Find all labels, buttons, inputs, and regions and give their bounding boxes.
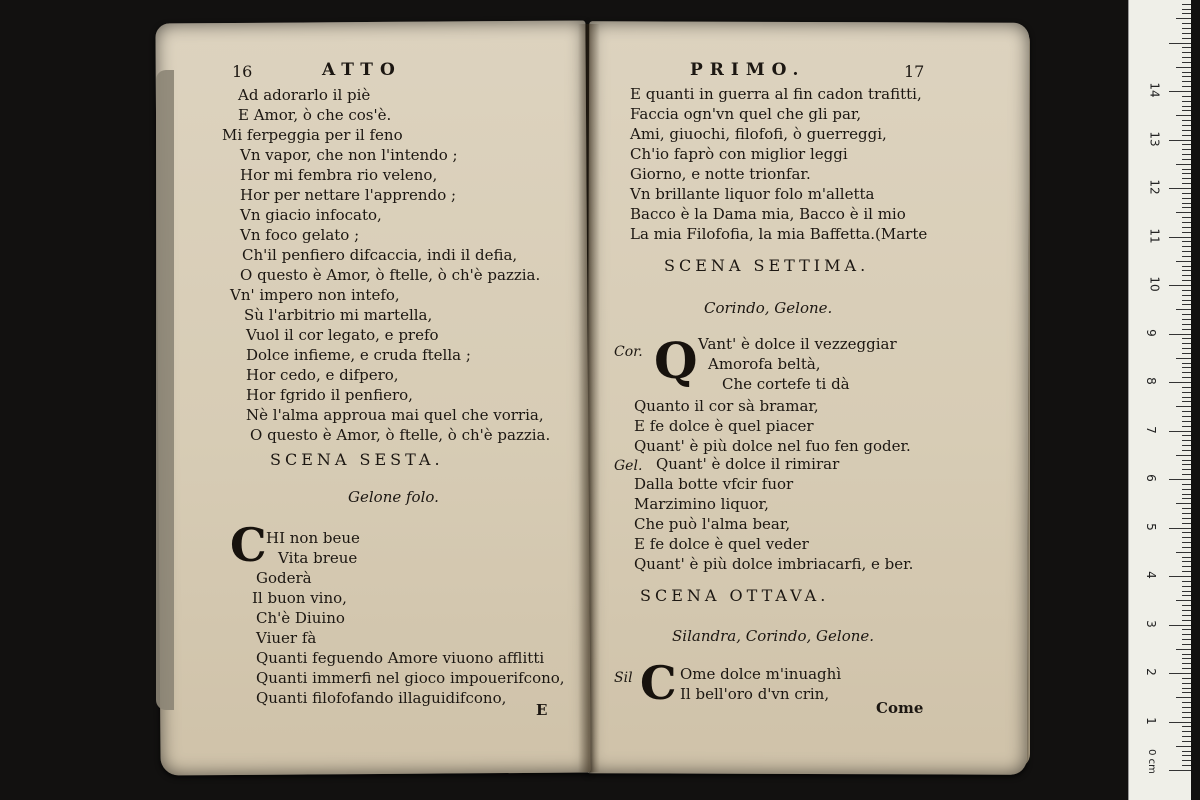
ruler-tick [1182, 377, 1191, 378]
ruler-tick [1182, 692, 1191, 693]
ruler-tick [1182, 513, 1191, 514]
ruler-tick [1182, 304, 1191, 305]
ruler-tick [1182, 38, 1191, 39]
ruler-tick [1182, 620, 1191, 621]
left-line: Vn' impero non intefo, [230, 286, 400, 304]
ruler-number: 6 [1143, 474, 1158, 482]
ruler-tick [1182, 518, 1191, 519]
left-line: Ch'il penfiero difcaccia, indi il defia, [242, 246, 518, 264]
ruler-tick [1182, 149, 1191, 150]
ruler-tick [1169, 140, 1191, 141]
ruler-tick [1182, 135, 1191, 136]
right-catchword: Come [876, 699, 924, 717]
ruler-tick [1182, 683, 1191, 684]
ruler-tick [1182, 760, 1191, 761]
ruler-tick [1182, 86, 1191, 87]
gel-line: Dalla botte vfcir fuor [634, 475, 794, 493]
ruler-tick [1182, 731, 1191, 732]
ruler-tick [1182, 416, 1191, 417]
ruler-tick [1176, 212, 1191, 213]
ruler-tick [1182, 227, 1191, 228]
cor-line: Vant' è dolce il vezzeggiar [698, 335, 897, 353]
ruler-tick [1182, 256, 1191, 257]
ruler-tick [1182, 193, 1191, 194]
ruler-tick [1182, 76, 1191, 77]
ruler-tick [1182, 581, 1191, 582]
cor-line: Quant' è più dolce nel fuo fen goder. [634, 437, 911, 455]
ruler-tick [1182, 571, 1191, 572]
verse-line: Goderà [256, 569, 312, 587]
ruler-tick [1182, 217, 1191, 218]
ruler-tick [1182, 338, 1191, 339]
verse-line: Il buon vino, [252, 589, 347, 607]
ruler-tick [1182, 654, 1191, 655]
ruler-tick [1182, 387, 1191, 388]
ruler-tick [1182, 295, 1191, 296]
ruler-tick [1182, 110, 1191, 111]
ruler-tick [1182, 314, 1191, 315]
ruler-tick [1176, 406, 1191, 407]
ruler-tick [1182, 489, 1191, 490]
left-line: Vn giacio infocato, [240, 206, 382, 224]
ruler-tick [1182, 401, 1191, 402]
ruler-tick [1176, 261, 1191, 262]
ruler-tick [1182, 159, 1191, 160]
left-line: Sù l'arbitrio mi martella, [244, 306, 433, 324]
right-line: E quanti in guerra al fin cadon trafitti, [630, 85, 922, 103]
ruler-tick [1176, 358, 1191, 359]
ruler-tick [1182, 348, 1191, 349]
ruler-tick [1182, 717, 1191, 718]
ruler-tick [1176, 503, 1191, 504]
cor-line: Quanto il cor sà bramar, [634, 397, 819, 415]
ruler-number: 13 [1147, 130, 1162, 147]
ruler-tick [1182, 464, 1191, 465]
ruler-tick [1182, 678, 1191, 679]
ruler-tick [1182, 639, 1191, 640]
ruler-tick [1182, 561, 1191, 562]
ruler-tick [1182, 629, 1191, 630]
ruler-tick [1182, 251, 1191, 252]
speakers-settima: Corindo, Gelone. [704, 299, 833, 317]
cor-line: E fe dolce è quel piacer [634, 417, 814, 435]
gel-line: Che può l'alma bear, [634, 515, 791, 533]
ruler-tick [1182, 343, 1191, 344]
ruler-tick [1182, 591, 1191, 592]
ruler-tick [1182, 203, 1191, 204]
ruler-tick [1169, 237, 1191, 238]
right-line: Bacco è la Dama mia, Bacco è il mio [630, 205, 906, 223]
ruler-tick [1182, 178, 1191, 179]
ruler-tick [1182, 484, 1191, 485]
ruler-tick [1169, 334, 1191, 335]
scene-title-sesta: SCENA SESTA. [270, 450, 444, 469]
drop-cap-q: Q [654, 331, 698, 390]
right-line: Ch'io faprò con miglior leggi [630, 145, 848, 163]
ruler-tick [1182, 266, 1191, 267]
ruler-tick [1182, 329, 1191, 330]
verse-line: Ch'è Diuino [256, 609, 345, 627]
left-line: Hor per nettare l'apprendo ; [240, 186, 457, 204]
ruler-tick [1182, 319, 1191, 320]
ruler-tick [1182, 173, 1191, 174]
ruler-tick [1182, 532, 1191, 533]
left-running-head: ATTO [322, 60, 402, 80]
left-line: Hor cedo, e difpero, [246, 366, 399, 384]
ruler-tick [1169, 625, 1191, 626]
ruler-tick [1169, 576, 1191, 577]
ruler-number: 3 [1143, 619, 1158, 628]
ruler-tick [1182, 411, 1191, 412]
ruler-tick [1182, 144, 1191, 145]
ruler-tick [1169, 285, 1191, 286]
ruler-tick [1182, 586, 1191, 587]
ruler-number: 4 [1143, 571, 1158, 579]
ruler-tick [1182, 397, 1191, 398]
ruler-tick [1182, 62, 1191, 63]
ruler-tick [1182, 435, 1191, 436]
drop-cap-c: C [230, 518, 267, 572]
ruler-unit-label: 0 cm [1145, 749, 1157, 774]
ruler-tick [1182, 275, 1191, 276]
ruler-number: 8 [1143, 377, 1158, 385]
ruler-tick [1182, 741, 1191, 742]
ruler-tick [1182, 494, 1191, 495]
ruler-tick [1182, 246, 1191, 247]
left-line: E Amor, ò che cos'è. [238, 106, 392, 124]
ruler-tick [1169, 528, 1191, 529]
ruler-tick [1182, 183, 1191, 184]
right-line: Faccia ogn'vn quel che gli par, [630, 105, 862, 123]
verse-line: Quanti immerfi nel gioco impouerifcono, [256, 669, 565, 687]
ruler-tick [1182, 241, 1191, 242]
ruler-tick [1169, 382, 1191, 383]
ruler-tick [1176, 18, 1191, 19]
ruler-tick [1182, 23, 1191, 24]
ruler-tick [1182, 125, 1191, 126]
verse-line: Vita breue [278, 549, 358, 567]
drop-cap-c-right: C [640, 656, 677, 710]
gel-line: E fe dolce è quel veder [634, 535, 809, 553]
ruler-number: 10 [1147, 276, 1162, 292]
ruler-tick [1182, 751, 1191, 752]
ruler-number: 11 [1147, 227, 1162, 244]
ruler-tick [1182, 508, 1191, 509]
verse-line: HI non beue [266, 529, 360, 547]
verse-line: Quanti feguendo Amore viuono afflitti [256, 649, 545, 667]
left-page-number: 16 [232, 62, 253, 81]
ruler-tick [1182, 130, 1191, 131]
ruler-tick [1176, 455, 1191, 456]
page-edge-left [156, 70, 174, 710]
ruler-tick [1182, 702, 1191, 703]
left-line: Dolce infieme, e cruda ftella ; [246, 346, 471, 364]
ruler-tick [1182, 353, 1191, 354]
ruler-tick [1176, 746, 1191, 747]
ruler-tick [1182, 474, 1191, 475]
right-line: La mia Filofofia, la mia Baffetta.(Marte [630, 225, 928, 243]
ruler-tick [1176, 649, 1191, 650]
ruler-tick [1182, 557, 1191, 558]
ruler-tick [1182, 392, 1191, 393]
ruler-tick [1182, 28, 1191, 29]
gel-line: Quant' è dolce il rimirar [656, 455, 840, 473]
speakers-ottava: Silandra, Corindo, Gelone. [672, 627, 875, 645]
ruler-tick [1182, 707, 1191, 708]
sil-line: Il bell'oro d'vn crin, [680, 685, 830, 703]
speaker-gel-label: Gel. [614, 458, 643, 474]
ruler-tick [1182, 712, 1191, 713]
book-gutter [578, 24, 600, 772]
ruler-number: 14 [1147, 82, 1162, 98]
ruler-tick [1176, 697, 1191, 698]
ruler-number: 9 [1143, 328, 1158, 337]
ruler-tick [1182, 101, 1191, 102]
ruler-tick [1182, 426, 1191, 427]
ruler-tick [1169, 722, 1191, 723]
ruler-tick [1182, 13, 1191, 14]
ruler-tick [1169, 479, 1191, 480]
gel-line: Marzimino liquor, [634, 495, 769, 513]
ruler-tick [1169, 431, 1191, 432]
ruler-tick [1182, 72, 1191, 73]
left-line: Vn foco gelato ; [240, 226, 360, 244]
ruler-tick [1176, 600, 1191, 601]
ruler-number: 2 [1143, 668, 1158, 676]
ruler-tick [1182, 450, 1191, 451]
ruler-tick [1182, 81, 1191, 82]
ruler-tick [1182, 440, 1191, 441]
speakers-sesta: Gelone folo. [348, 488, 439, 506]
ruler-tick [1182, 47, 1191, 48]
sil-line: Ome dolce m'inuaghì [680, 665, 842, 683]
ruler-tick [1182, 663, 1191, 664]
cor-line: Che cortefe ti dà [722, 375, 850, 393]
ruler-tick [1182, 421, 1191, 422]
ruler-tick [1182, 4, 1191, 5]
ruler-tick [1182, 542, 1191, 543]
ruler-tick [1182, 290, 1191, 291]
ruler-tick [1182, 300, 1191, 301]
ruler-tick [1182, 566, 1191, 567]
ruler-tick [1182, 120, 1191, 121]
ruler-tick [1182, 523, 1191, 524]
ruler-tick [1182, 222, 1191, 223]
ruler-tick [1182, 615, 1191, 616]
ruler-tick [1182, 372, 1191, 373]
left-line: Vn vapor, che non l'intendo ; [240, 146, 458, 164]
ruler-tick [1176, 552, 1191, 553]
ruler-tick [1182, 547, 1191, 548]
ruler-tick [1182, 537, 1191, 538]
right-line: Giorno, e notte trionfar. [630, 165, 811, 183]
right-line: Ami, giuochi, filofofi, ò guerreggi, [630, 125, 887, 143]
ruler-tick [1182, 688, 1191, 689]
ruler-tick [1182, 460, 1191, 461]
left-line: Nè l'alma approua mai quel che vorria, [246, 406, 544, 424]
ruler-tick [1182, 610, 1191, 611]
ruler-tick [1169, 770, 1191, 771]
cor-line: Amorofa beltà, [708, 355, 821, 373]
ruler-tick [1182, 33, 1191, 34]
ruler-tick [1182, 169, 1191, 170]
left-catchword: E [536, 701, 548, 719]
left-line: O questo è Amor, ò ftelle, ò ch'è pazzia. [240, 266, 541, 284]
ruler-tick [1182, 198, 1191, 199]
ruler-tick [1182, 363, 1191, 364]
ruler-tick [1182, 154, 1191, 155]
ruler-tick [1176, 115, 1191, 116]
ruler-tick [1182, 106, 1191, 107]
left-line: Vuol il cor legato, e prefo [246, 326, 439, 344]
ruler-tick [1182, 736, 1191, 737]
ruler-tick [1169, 188, 1191, 189]
gel-line: Quant' è più dolce imbriacarfi, e ber. [634, 555, 914, 573]
ruler-tick [1182, 469, 1191, 470]
ruler-tick [1182, 270, 1191, 271]
scene-title-ottava: SCENA OTTAVA. [640, 586, 830, 605]
ruler-tick [1169, 43, 1191, 44]
right-page-number: 17 [904, 62, 925, 81]
speaker-cor-label: Cor. [614, 344, 643, 360]
ruler-tick [1182, 324, 1191, 325]
left-line: Mi ferpeggia per il feno [222, 126, 403, 144]
ruler-tick [1182, 765, 1191, 766]
ruler-tick [1182, 445, 1191, 446]
ruler-tick [1182, 605, 1191, 606]
ruler-tick [1169, 91, 1191, 92]
ruler-number: 5 [1143, 522, 1158, 531]
measuring-ruler [1128, 0, 1191, 800]
left-line: O questo è Amor, ò ftelle, ò ch'è pazzia. [250, 426, 551, 444]
ruler-number: 7 [1143, 425, 1158, 434]
left-line: Hor fgrido il penfiero, [246, 386, 413, 404]
verse-line: Viuer fà [256, 629, 317, 647]
ruler-tick [1176, 164, 1191, 165]
ruler-tick [1176, 67, 1191, 68]
ruler-number: 1 [1143, 716, 1158, 725]
ruler-tick [1182, 755, 1191, 756]
ruler-number: 12 [1147, 179, 1162, 195]
verse-line: Quanti filofofando illaguidifcono, [256, 689, 507, 707]
ruler-tick [1182, 57, 1191, 58]
speaker-sil-label: Sil [614, 670, 633, 686]
ruler-tick [1176, 309, 1191, 310]
ruler-tick [1169, 673, 1191, 674]
right-running-head: PRIMO. [690, 60, 806, 80]
ruler-tick [1182, 96, 1191, 97]
ruler-tick [1182, 726, 1191, 727]
ruler-tick [1182, 9, 1191, 10]
ruler-tick [1182, 232, 1191, 233]
ruler-tick [1182, 52, 1191, 53]
ruler-tick [1182, 668, 1191, 669]
left-line: Ad adorarlo il piè [238, 86, 371, 104]
ruler-tick [1182, 595, 1191, 596]
ruler-tick [1182, 658, 1191, 659]
ruler-tick [1182, 634, 1191, 635]
ruler-tick [1182, 644, 1191, 645]
ruler-tick [1182, 367, 1191, 368]
ruler-tick [1182, 280, 1191, 281]
ruler-tick [1182, 498, 1191, 499]
scene-title-settima: SCENA SETTIMA. [664, 256, 870, 275]
right-line: Vn brillante liquor folo m'alletta [630, 185, 875, 203]
left-line: Hor mi fembra rio veleno, [240, 166, 438, 184]
ruler-tick [1182, 207, 1191, 208]
